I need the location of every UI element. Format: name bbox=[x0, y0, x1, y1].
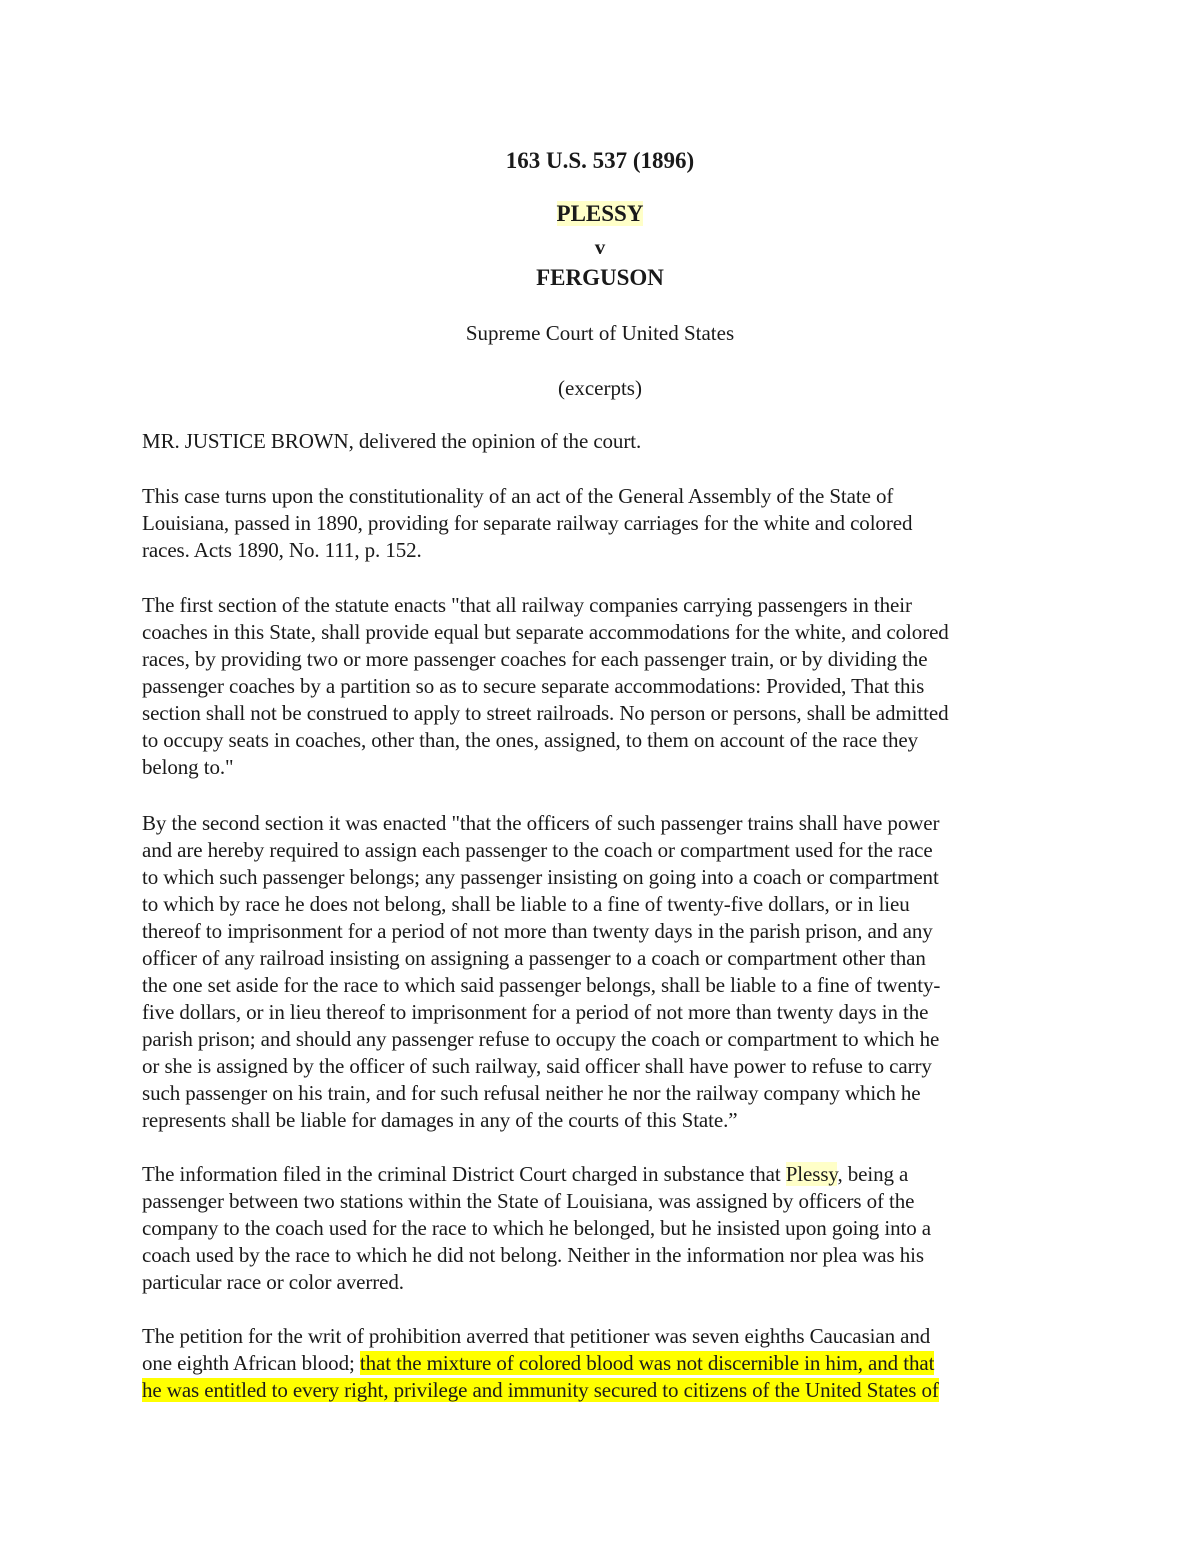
highlight-passage: he was entitled to every right, privilege and immunity secured to citizens of the United States of bbox=[142, 1378, 939, 1402]
text-line: Louisiana, passed in 1890, providing for separate railway carriages for the white and colored bbox=[142, 511, 913, 535]
paragraph-second-section bbox=[142, 810, 1062, 1134]
text-line: represents shall be liable for damages in any of the courts of this State.” bbox=[142, 1108, 738, 1132]
paragraph-petition bbox=[142, 1323, 1062, 1404]
text-line: five dollars, or in lieu thereof to imprisonment for a period of not more than twenty days in the bbox=[142, 1000, 929, 1024]
case-citation: 163 U.S. 537 (1896) bbox=[505, 148, 695, 173]
text-line: to which such passenger belongs; any passenger insisting on going into a coach or compartment bbox=[142, 865, 939, 889]
text-line bbox=[142, 1377, 1062, 1404]
text-segment: , being a bbox=[837, 1162, 909, 1186]
text-line: officer of any railroad insisting on assigning a passenger to a coach or compartment other than bbox=[142, 946, 926, 970]
paragraph-opinion-intro bbox=[142, 428, 1062, 455]
text-line: coaches in this State, shall provide equal but separate accommodations for the white, and colored bbox=[142, 620, 949, 644]
text-line: This case turns upon the constitutionality of an act of the General Assembly of the State of bbox=[142, 484, 894, 508]
text-line bbox=[142, 1161, 1062, 1188]
paragraph-information-filed bbox=[142, 1161, 1062, 1296]
excerpts-label: (excerpts) bbox=[558, 376, 642, 400]
highlight-passage: that the mixture of colored blood was not discernible in him, and that bbox=[359, 1351, 935, 1375]
text-line: section shall not be construed to apply to street railroads. No person or persons, shall be admitted bbox=[142, 701, 949, 725]
text-line: The petition for the writ of prohibition averred that petitioner was seven eighths Caucasian and bbox=[142, 1324, 931, 1348]
party-plessy bbox=[0, 199, 1200, 229]
text-line: and are hereby required to assign each passenger to the coach or compartment used for the race bbox=[142, 838, 933, 862]
paragraph-first-section bbox=[142, 592, 1062, 781]
versus: v bbox=[594, 235, 606, 259]
text-line bbox=[142, 1350, 1062, 1377]
text-segment: one eighth African blood; bbox=[142, 1351, 360, 1375]
text-line: or she is assigned by the officer of such railway, said officer shall have power to refuse to carry bbox=[142, 1054, 932, 1078]
text-line: the one set aside for the race to which said passenger belongs, shall be liable to a fine of twenty- bbox=[142, 973, 941, 997]
text-line: The first section of the statute enacts "that all railway companies carrying passengers in their bbox=[142, 593, 912, 617]
text-line: passenger between two stations within the State of Louisiana, was assigned by officers of the bbox=[142, 1189, 915, 1213]
text-line: belong to." bbox=[142, 755, 234, 779]
text-line: such passenger on his train, and for such refusal neither he nor the railway company which he bbox=[142, 1081, 921, 1105]
text-line: to occupy seats in coaches, other than, the ones, assigned, to them on account of the race they bbox=[142, 728, 918, 752]
text-line: passenger coaches by a partition so as to secure separate accommodations: Provided, That this bbox=[142, 674, 925, 698]
party-ferguson: FERGUSON bbox=[536, 265, 664, 290]
text-line: thereof to imprisonment for a period of not more than twenty days in the parish prison, and any bbox=[142, 919, 933, 943]
text-line: to which by race he does not belong, shall be liable to a fine of twenty-five dollars, or in lieu bbox=[142, 892, 910, 916]
paragraph-case-subject bbox=[142, 483, 1062, 564]
text-line: races. Acts 1890, No. 111, p. 152. bbox=[142, 538, 422, 562]
text-line: company to the coach used for the race to which he belonged, but he insisted upon going into a bbox=[142, 1216, 931, 1240]
text-line: coach used by the race to which he did not belong. Neither in the information nor plea was his bbox=[142, 1243, 924, 1267]
text-line: particular race or color averred. bbox=[142, 1270, 404, 1294]
party-plessy-text: PLESSY bbox=[556, 201, 644, 226]
text-segment: The information filed in the criminal District Court charged in substance that bbox=[142, 1162, 786, 1186]
highlight-plessy: Plessy bbox=[785, 1162, 838, 1186]
text-line: MR. JUSTICE BROWN, delivered the opinion of the court. bbox=[142, 429, 642, 453]
court-name: Supreme Court of United States bbox=[465, 321, 735, 345]
text-line: parish prison; and should any passenger refuse to occupy the coach or compartment to which he bbox=[142, 1027, 940, 1051]
text-line: By the second section it was enacted "that the officers of such passenger trains shall have power bbox=[142, 811, 940, 835]
text-line: races, by providing two or more passenger coaches for each passenger train, or by dividing the bbox=[142, 647, 928, 671]
